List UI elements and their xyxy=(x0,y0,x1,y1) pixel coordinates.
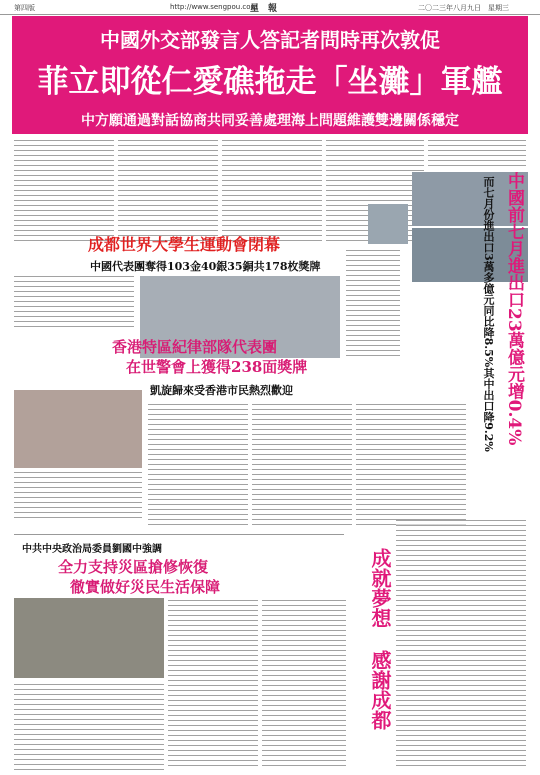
masthead xyxy=(0,0,540,15)
article-text-col-5 xyxy=(428,140,526,170)
dream-headline-1: 成就夢想 xyxy=(368,548,392,628)
trade-article-text xyxy=(346,250,400,358)
website-url: http://www.sengpou.com xyxy=(170,3,258,11)
politburo-headline-1: 全力支持災區搶修恢復 xyxy=(58,558,209,576)
politburo-text-col-3 xyxy=(262,600,346,770)
police-caption-text xyxy=(14,472,142,522)
police-text-col-1 xyxy=(148,404,248,526)
disaster-relief-photo xyxy=(14,598,164,678)
politburo-kicker: 中共中央政治局委員劉國中強調 xyxy=(22,544,162,555)
dream-headline-2: 感謝成都 xyxy=(368,650,392,730)
article-text-col-1 xyxy=(14,140,114,242)
article-text-col-3 xyxy=(222,140,322,242)
police-headline-1: 香港特區紀律部隊代表團 xyxy=(112,338,278,356)
section-divider xyxy=(14,534,344,535)
banner-subhead: 中方願通過對話協商共同妥善處理海上問題維護雙邊關係穩定 xyxy=(81,113,459,129)
police-subtitle: 凱旋歸來受香港市民熱烈歡迎 xyxy=(150,384,293,397)
issue-date: 二〇二三年八月九日 星期三 xyxy=(418,4,509,12)
page-number: 第四版 xyxy=(14,4,35,12)
police-team-photo xyxy=(14,390,142,468)
article-text-col-2 xyxy=(118,140,218,242)
police-headline-2: 在世警會上獲得238面獎牌 xyxy=(126,358,308,376)
port-photo-3 xyxy=(368,204,408,244)
newspaper-name: 星 報 xyxy=(250,4,278,14)
universiade-text xyxy=(14,276,134,328)
universiade-title: 成都世界大學生運動會閉幕 xyxy=(88,235,281,254)
police-text-col-3 xyxy=(356,404,466,526)
banner-headline: 菲立即從仁愛礁拖走「坐灘」軍艦 xyxy=(37,64,503,100)
politburo-headline-2: 徹實做好災民生活保障 xyxy=(70,578,221,596)
banner-kicker: 中國外交部發言人答記者問時再次敦促 xyxy=(100,28,440,52)
politburo-text-col-2 xyxy=(168,600,258,770)
trade-headline: 中國前七月進出口23萬億元增0.4% xyxy=(504,172,524,446)
trade-subheadline: 而七月份進出口3萬多億元同比降8.5%其中出口降9.2% xyxy=(482,176,495,452)
headline-banner xyxy=(12,16,528,134)
dream-article-text xyxy=(396,520,526,770)
police-text-col-2 xyxy=(252,404,352,526)
universiade-subtitle: 中國代表團奪得103金40銀35銅共178枚獎牌 xyxy=(90,260,321,273)
politburo-text-col-1 xyxy=(14,684,164,770)
